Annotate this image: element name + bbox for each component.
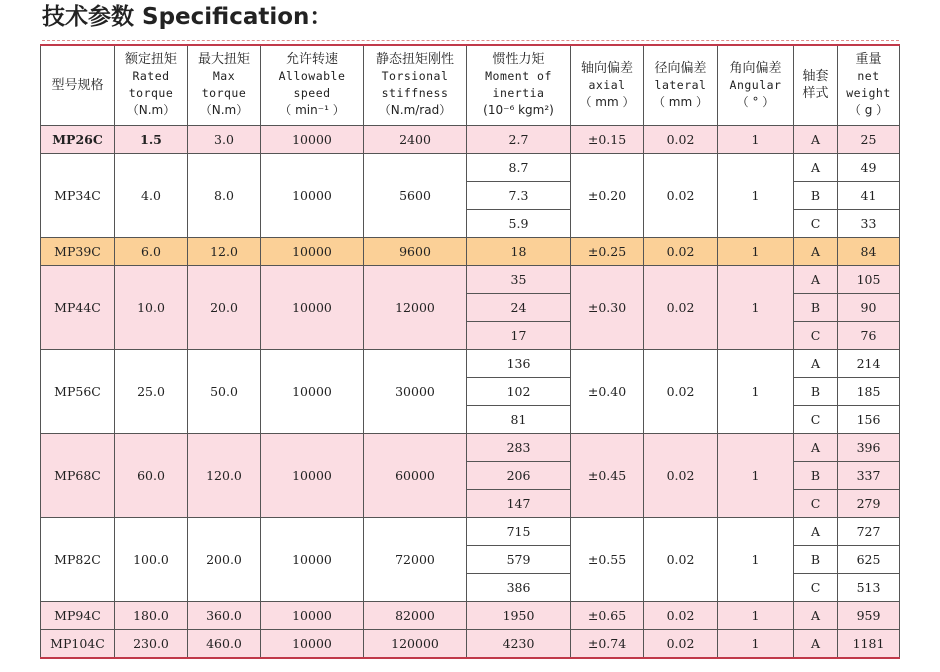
cell-weight: 214 [838,350,900,378]
cell-inertia: 35 [467,266,571,294]
cell-stiffness: 120000 [364,630,467,658]
cell-stiffness: 9600 [364,238,467,266]
cell-model: MP104C [41,630,115,658]
cell-angular: 1 [718,350,794,434]
cell-rated-torque: 1.5 [115,126,188,154]
cell-lateral: 0.02 [644,126,718,154]
table-top-rule [40,44,900,46]
cell-inertia: 17 [467,322,571,350]
cell-inertia: 206 [467,462,571,490]
cell-angular: 1 [718,630,794,658]
cell-sleeve: A [794,126,838,154]
cell-stiffness: 82000 [364,602,467,630]
header-angular: 角向偏差 Angular （ ° ） [718,45,794,126]
cell-rated-torque: 6.0 [115,238,188,266]
cell-model: MP94C [41,602,115,630]
cell-model: MP34C [41,154,115,238]
cell-sleeve: B [794,294,838,322]
cell-angular: 1 [718,154,794,238]
cell-lateral: 0.02 [644,630,718,658]
table-row [41,630,900,658]
cell-axial: ±0.45 [571,434,644,518]
header-weight: 重量 net weight （ g ） [838,45,900,126]
header-axial: 轴向偏差 axial （ mm ） [571,45,644,126]
cell-max-torque: 200.0 [188,518,261,602]
table-row [41,602,900,630]
cell-rated-torque: 60.0 [115,434,188,518]
cell-stiffness: 5600 [364,154,467,238]
cell-weight: 396 [838,434,900,462]
cell-angular: 1 [718,518,794,602]
cell-stiffness: 2400 [364,126,467,154]
cell-inertia: 147 [467,490,571,518]
cell-model: MP44C [41,266,115,350]
cell-max-torque: 12.0 [188,238,261,266]
cell-lateral: 0.02 [644,602,718,630]
cell-speed: 10000 [261,350,364,434]
header-sleeve: 轴套 样式 [794,45,838,126]
cell-axial: ±0.74 [571,630,644,658]
cell-speed: 10000 [261,434,364,518]
header-model: 型号规格 [41,45,115,126]
cell-sleeve: B [794,546,838,574]
cell-speed: 10000 [261,602,364,630]
cell-sleeve: C [794,406,838,434]
cell-weight: 513 [838,574,900,602]
cell-inertia: 8.7 [467,154,571,182]
header-stiffness: 静态扭矩刚性 Torsional stiffness （N.m/rad） [364,45,467,126]
cell-rated-torque: 100.0 [115,518,188,602]
cell-lateral: 0.02 [644,238,718,266]
cell-inertia: 715 [467,518,571,546]
title-divider [42,40,899,41]
header-row [41,45,900,126]
cell-weight: 727 [838,518,900,546]
table-row [41,350,900,378]
cell-weight: 959 [838,602,900,630]
cell-stiffness: 72000 [364,518,467,602]
cell-stiffness: 12000 [364,266,467,350]
cell-inertia: 18 [467,238,571,266]
table-row [41,238,900,266]
cell-axial: ±0.55 [571,518,644,602]
cell-speed: 10000 [261,266,364,350]
cell-sleeve: C [794,490,838,518]
cell-sleeve: A [794,434,838,462]
cell-rated-torque: 180.0 [115,602,188,630]
cell-inertia: 81 [467,406,571,434]
cell-model: MP56C [41,350,115,434]
cell-axial: ±0.25 [571,238,644,266]
cell-inertia: 1950 [467,602,571,630]
cell-inertia: 5.9 [467,210,571,238]
table-bottom-rule [40,657,900,659]
cell-speed: 10000 [261,238,364,266]
cell-axial: ±0.20 [571,154,644,238]
cell-weight: 156 [838,406,900,434]
cell-inertia: 102 [467,378,571,406]
cell-inertia: 579 [467,546,571,574]
cell-weight: 76 [838,322,900,350]
cell-weight: 90 [838,294,900,322]
cell-max-torque: 20.0 [188,266,261,350]
cell-sleeve: C [794,574,838,602]
spec-table [40,44,900,658]
cell-max-torque: 50.0 [188,350,261,434]
table-row [41,154,900,182]
cell-weight: 105 [838,266,900,294]
cell-model: MP26C [41,126,115,154]
cell-axial: ±0.40 [571,350,644,434]
cell-weight: 33 [838,210,900,238]
cell-weight: 84 [838,238,900,266]
header-lateral: 径向偏差 lateral （ mm ） [644,45,718,126]
cell-weight: 185 [838,378,900,406]
cell-inertia: 7.3 [467,182,571,210]
cell-inertia: 2.7 [467,126,571,154]
cell-speed: 10000 [261,518,364,602]
cell-weight: 337 [838,462,900,490]
cell-angular: 1 [718,602,794,630]
cell-lateral: 0.02 [644,518,718,602]
cell-max-torque: 8.0 [188,154,261,238]
cell-sleeve: A [794,602,838,630]
cell-angular: 1 [718,434,794,518]
cell-sleeve: A [794,238,838,266]
cell-max-torque: 120.0 [188,434,261,518]
spec-table-body [41,126,900,658]
cell-angular: 1 [718,238,794,266]
cell-stiffness: 30000 [364,350,467,434]
header-rated-torque: 额定扭矩 Rated torque （N.m） [115,45,188,126]
cell-weight: 1181 [838,630,900,658]
cell-sleeve: A [794,518,838,546]
cell-sleeve: C [794,322,838,350]
cell-weight: 49 [838,154,900,182]
cell-max-torque: 360.0 [188,602,261,630]
cell-model: MP68C [41,434,115,518]
cell-weight: 25 [838,126,900,154]
header-inertia: 惯性力矩 Moment of inertia (10⁻⁶ kgm²) [467,45,571,126]
header-max-torque: 最大扭矩 Max torque （N.m） [188,45,261,126]
cell-speed: 10000 [261,154,364,238]
cell-lateral: 0.02 [644,434,718,518]
cell-sleeve: A [794,266,838,294]
cell-sleeve: A [794,154,838,182]
cell-model: MP39C [41,238,115,266]
cell-inertia: 283 [467,434,571,462]
cell-lateral: 0.02 [644,350,718,434]
cell-rated-torque: 230.0 [115,630,188,658]
cell-inertia: 136 [467,350,571,378]
cell-inertia: 4230 [467,630,571,658]
cell-sleeve: A [794,630,838,658]
cell-axial: ±0.30 [571,266,644,350]
page-title: 技术参数 Specification： [42,4,333,30]
cell-weight: 41 [838,182,900,210]
table-row [41,266,900,294]
cell-sleeve: C [794,210,838,238]
cell-lateral: 0.02 [644,154,718,238]
cell-angular: 1 [718,266,794,350]
cell-max-torque: 3.0 [188,126,261,154]
cell-sleeve: B [794,378,838,406]
cell-stiffness: 60000 [364,434,467,518]
cell-sleeve: B [794,462,838,490]
cell-angular: 1 [718,126,794,154]
cell-weight: 279 [838,490,900,518]
cell-sleeve: A [794,350,838,378]
table-row [41,518,900,546]
cell-weight: 625 [838,546,900,574]
cell-axial: ±0.15 [571,126,644,154]
cell-lateral: 0.02 [644,266,718,350]
table-row [41,126,900,154]
cell-speed: 10000 [261,630,364,658]
cell-rated-torque: 25.0 [115,350,188,434]
cell-max-torque: 460.0 [188,630,261,658]
cell-axial: ±0.65 [571,602,644,630]
cell-rated-torque: 10.0 [115,266,188,350]
table-row [41,434,900,462]
cell-rated-torque: 4.0 [115,154,188,238]
cell-speed: 10000 [261,126,364,154]
cell-model: MP82C [41,518,115,602]
header-speed: 允许转速 Allowable speed （ min⁻¹ ） [261,45,364,126]
cell-inertia: 24 [467,294,571,322]
cell-inertia: 386 [467,574,571,602]
cell-sleeve: B [794,182,838,210]
